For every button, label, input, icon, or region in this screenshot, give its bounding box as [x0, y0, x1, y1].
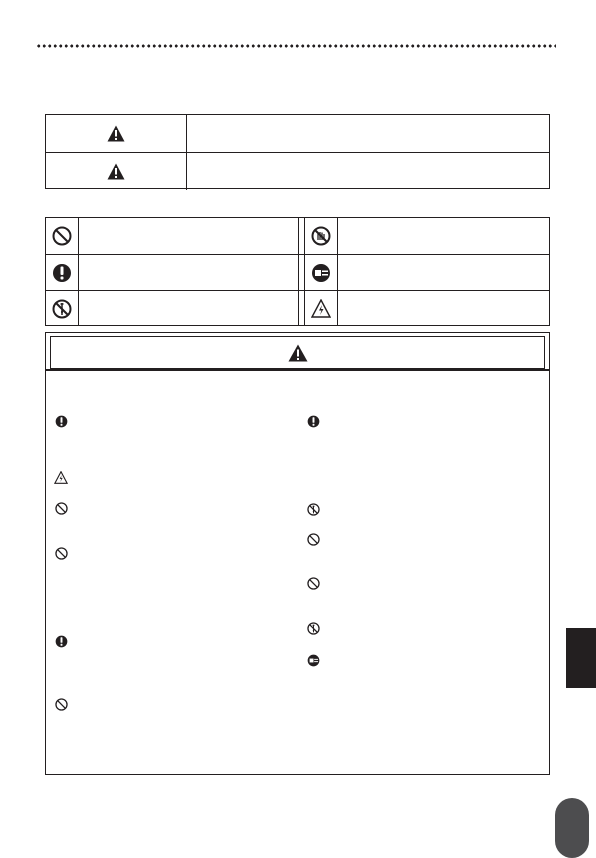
electric-shock-icon [54, 471, 68, 484]
symbol-cell [46, 218, 79, 254]
signal-row-warning [46, 115, 549, 152]
symbols-row [46, 218, 549, 254]
chapter-side-tab [566, 628, 596, 688]
signal-description [187, 153, 549, 190]
symbols-table [45, 217, 550, 326]
unplug-icon [311, 263, 331, 283]
warning-triangle-icon [107, 125, 125, 142]
prohibition-icon [55, 502, 68, 515]
symbol-cell [304, 291, 338, 326]
warning-item [306, 502, 320, 516]
prohibition-icon [307, 577, 320, 590]
warning-item [54, 470, 68, 484]
exclamation-circle-icon [55, 415, 68, 428]
unplug-icon [307, 654, 320, 667]
header-dotted-rule [36, 44, 556, 48]
warning-item [306, 414, 320, 428]
no-disassembly-icon [307, 503, 320, 516]
do-not-touch-icon [311, 226, 331, 246]
warning-item [54, 634, 68, 648]
warning-triangle-icon [107, 163, 125, 180]
symbol-cell [304, 218, 338, 254]
warning-item [54, 697, 68, 711]
warning-item [54, 501, 68, 515]
signal-cell-icon [46, 115, 187, 152]
signal-row-caution [46, 152, 549, 190]
warning-section-header [50, 336, 545, 369]
warning-header-rule [46, 369, 549, 371]
warning-item [54, 414, 68, 428]
warning-item [54, 546, 68, 560]
signal-word-table [45, 114, 550, 189]
symbols-row [46, 290, 549, 326]
no-disassembly-icon [307, 622, 320, 635]
symbol-cell [304, 255, 338, 291]
warning-item [306, 653, 320, 667]
exclamation-circle-icon [55, 635, 68, 648]
no-disassembly-icon [52, 299, 72, 319]
prohibition-icon [307, 533, 320, 546]
signal-description [187, 115, 549, 152]
signal-cell-icon [46, 153, 187, 190]
symbols-row [46, 254, 549, 291]
prohibition-icon [55, 547, 68, 560]
warning-item [306, 576, 320, 590]
electric-shock-icon [311, 299, 331, 318]
symbol-cell [46, 291, 79, 326]
warning-item [306, 532, 320, 546]
symbol-cell [46, 255, 79, 291]
exclamation-circle-icon [307, 415, 320, 428]
warning-item [306, 621, 320, 635]
warning-section [45, 332, 550, 775]
exclamation-circle-icon [52, 263, 72, 283]
prohibition-icon [52, 226, 72, 246]
prohibition-icon [55, 698, 68, 711]
warning-triangle-icon [288, 344, 308, 362]
page-number-badge [555, 798, 589, 858]
